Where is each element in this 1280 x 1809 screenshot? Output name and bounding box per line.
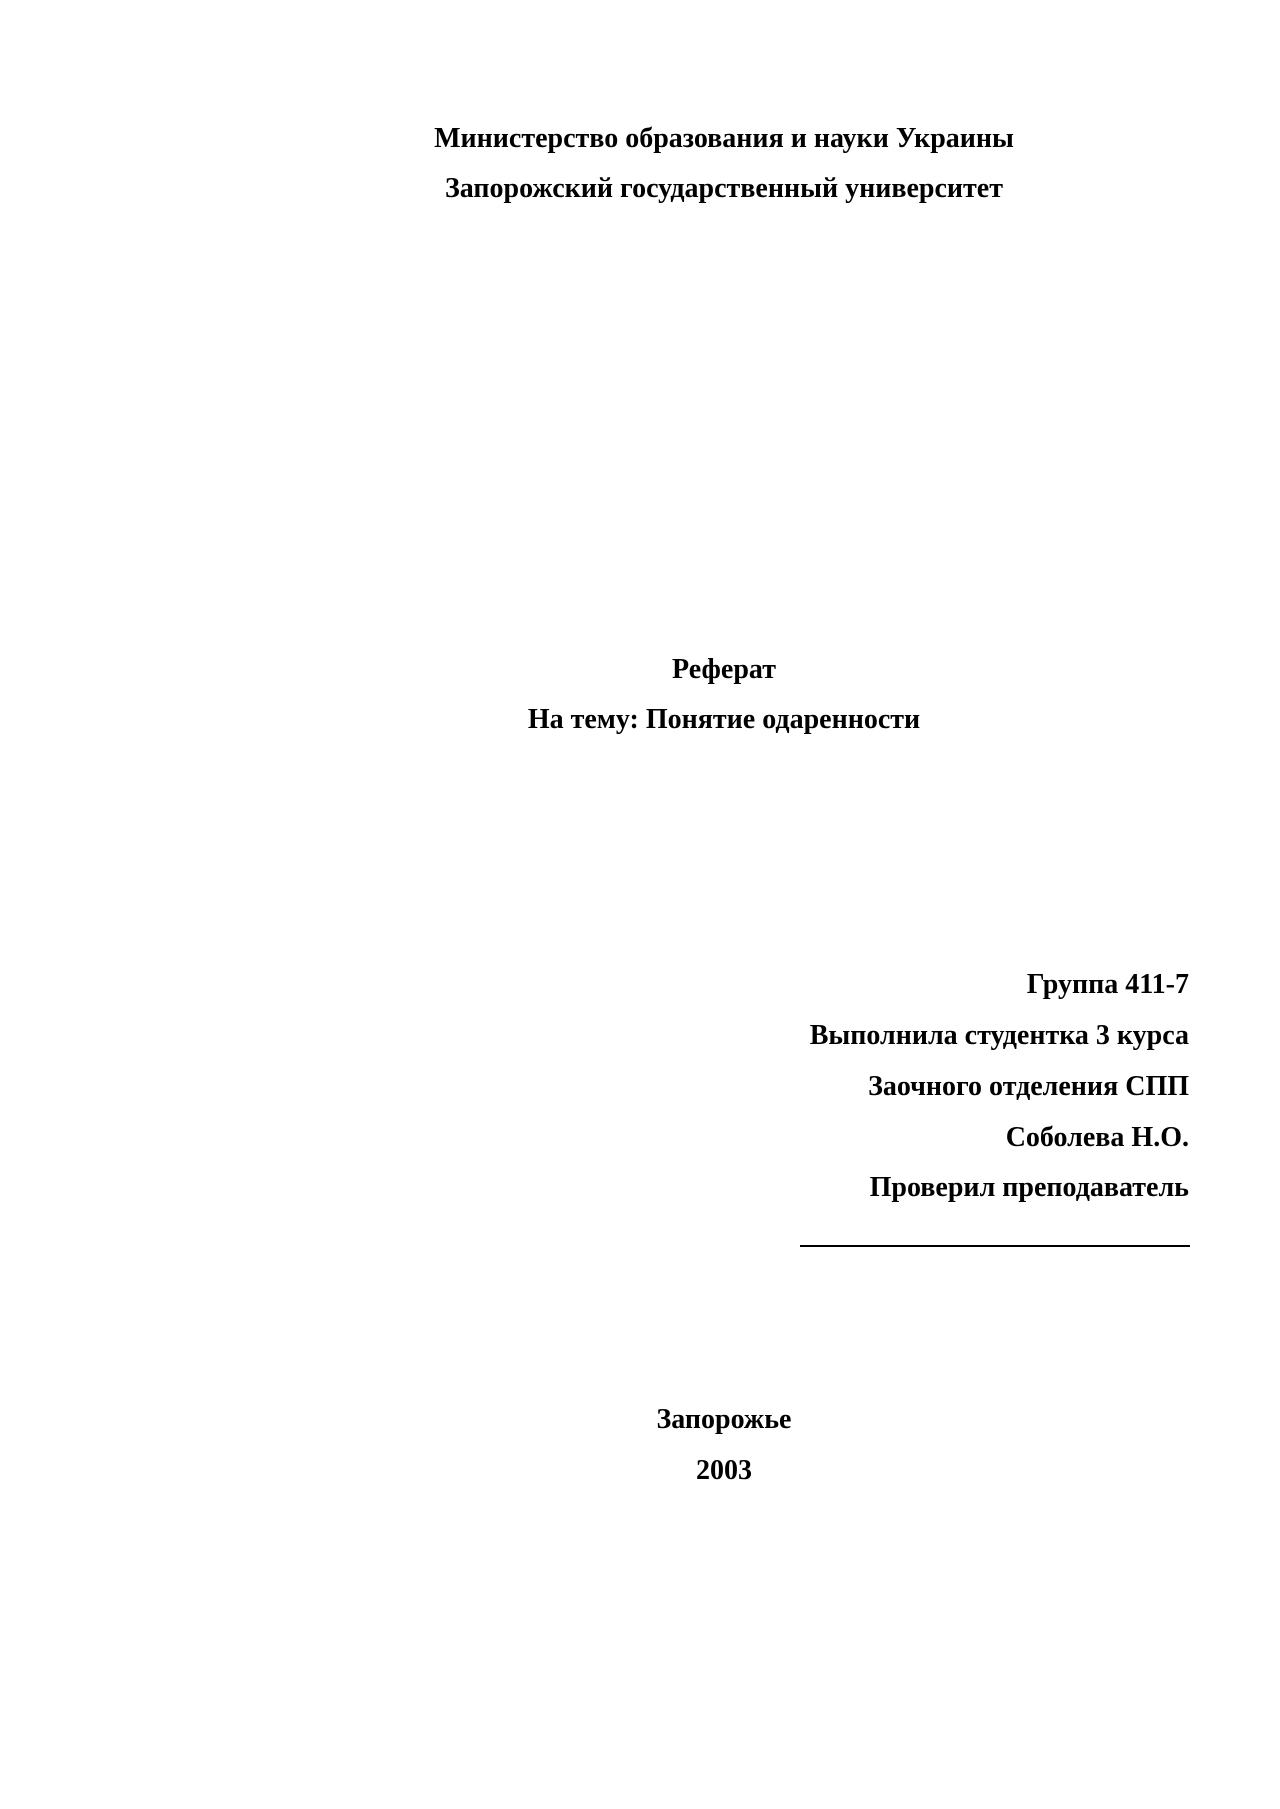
document-topic: На тему: Понятие одаренности bbox=[527, 704, 921, 735]
document-type: Реферат bbox=[672, 654, 776, 685]
group-label: Группа 411-7 bbox=[1026, 969, 1189, 1000]
signature-line bbox=[800, 1245, 1190, 1247]
checked-by-label: Проверил преподаватель bbox=[869, 1172, 1189, 1203]
year-label: 2003 bbox=[696, 1455, 752, 1486]
performed-by-label: Выполнила студентка 3 курса bbox=[809, 1020, 1189, 1051]
student-name: Соболева Н.О. bbox=[1005, 1122, 1189, 1153]
department-label: Заочного отделения СПП bbox=[868, 1071, 1189, 1102]
ministry-heading: Министерство образования и науки Украины bbox=[434, 123, 1014, 154]
city-label: Запорожье bbox=[656, 1404, 792, 1435]
university-heading: Запорожский государственный университет bbox=[445, 173, 1003, 204]
